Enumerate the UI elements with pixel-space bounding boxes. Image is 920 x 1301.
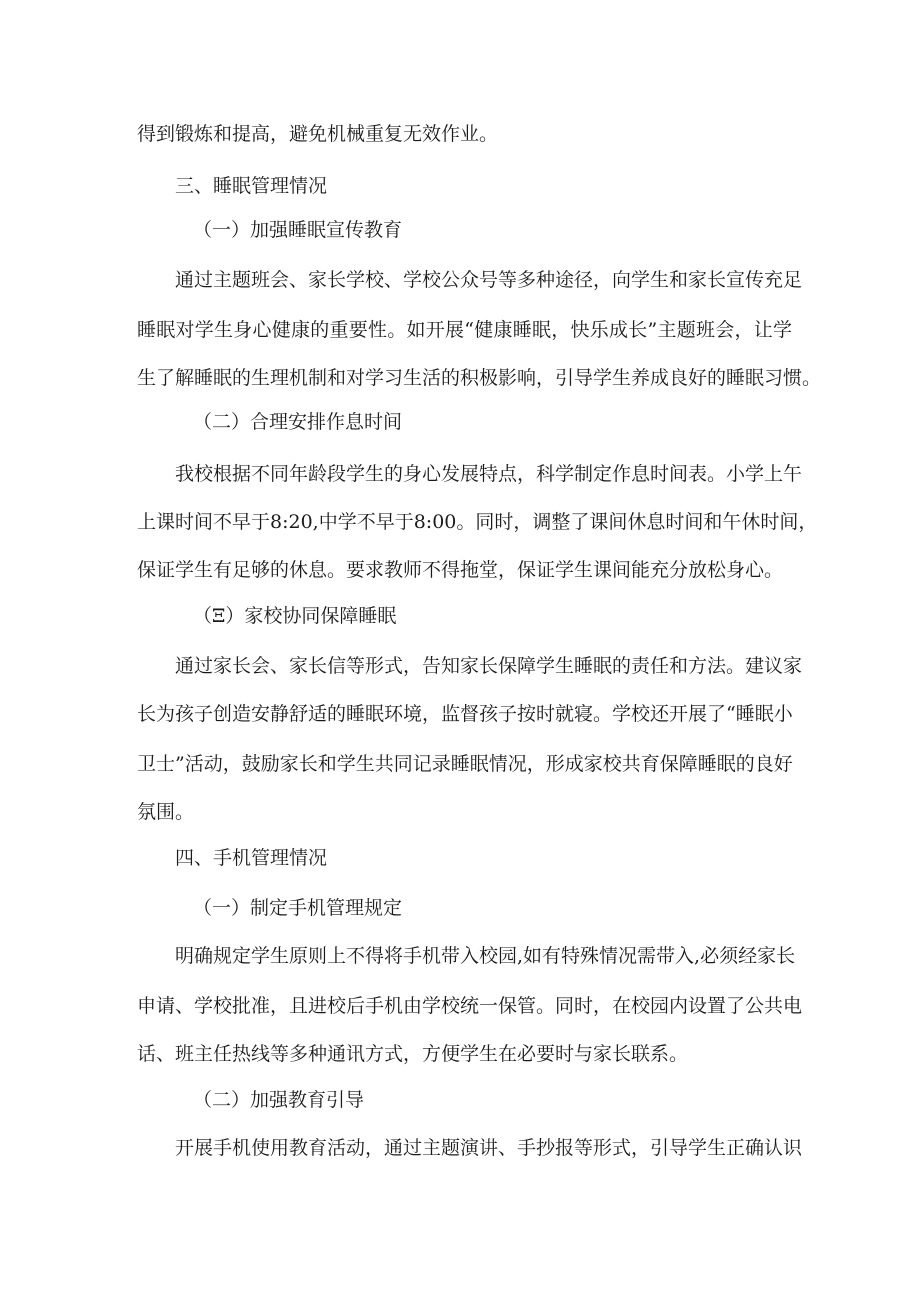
subheading-sleep-education: （一）加强睡眠宣传教育 <box>193 219 403 241</box>
paragraph-line: 生了解睡眠的生理机制和对学习生活的积极影响，引导学生养成良好的睡眠习惯。 <box>137 367 822 389</box>
paragraph-line: 我校根据不同年龄段学生的身心发展特点，科学制定作息时间表。小学上午 <box>175 463 803 485</box>
paragraph-line: 长为孩子创造安静舒适的睡眠环境，监督孩子按时就寝。学校还开展了“睡眠小 <box>137 703 793 725</box>
paragraph-line: 通过主题班会、家长学校、学校公众号等多种途径，向学生和家长宣传充足 <box>175 269 803 291</box>
subheading-phone-education: （二）加强教育引导 <box>193 1089 365 1111</box>
paragraph-line: 话、班主任热线等多种通讯方式，方便学生在必要时与家长联系。 <box>137 1043 689 1065</box>
paragraph-line: 氛围。 <box>137 801 195 823</box>
paragraph-line: 开展手机使用教育活动，通过主题演讲、手抄报等形式，引导学生正确认识 <box>175 1137 803 1159</box>
section-heading-sleep: 三、睡眠管理情况 <box>175 175 328 197</box>
paragraph-line: 卫士”活动，鼓励家长和学生共同记录睡眠情况，形成家校共育保障睡眠的良好 <box>137 753 793 775</box>
paragraph-line: 上课时间不早于8:20,中学不早于8:00。同时，调整了课间休息时间和午休时间， <box>137 511 818 533</box>
paragraph-line: 得到锻炼和提高，避免机械重复无效作业。 <box>137 123 499 145</box>
paragraph-line: 睡眠对学生身心健康的重要性。如开展“健康睡眠，快乐成长”主题班会，让学 <box>137 319 792 341</box>
subheading-phone-rules: （一）制定手机管理规定 <box>193 897 403 919</box>
paragraph-line: 通过家长会、家长信等形式，告知家长保障学生睡眠的责任和方法。建议家 <box>175 655 803 677</box>
section-heading-phone: 四、手机管理情况 <box>175 847 328 869</box>
paragraph-line: 保证学生有足够的休息。要求教师不得拖堂，保证学生课间能充分放松身心。 <box>137 559 784 581</box>
subheading-schedule: （二）合理安排作息时间 <box>193 411 403 433</box>
subheading-home-school: （Ξ）家校协同保障睡眠 <box>193 605 397 627</box>
paragraph-line: 明确规定学生原则上不得将手机带入校园,如有特殊情况需带入,必须经家长 <box>175 945 796 967</box>
paragraph-line: 申请、学校批准，且进校后手机由学校统一保管。同时，在校园内设置了公共电 <box>137 995 803 1017</box>
